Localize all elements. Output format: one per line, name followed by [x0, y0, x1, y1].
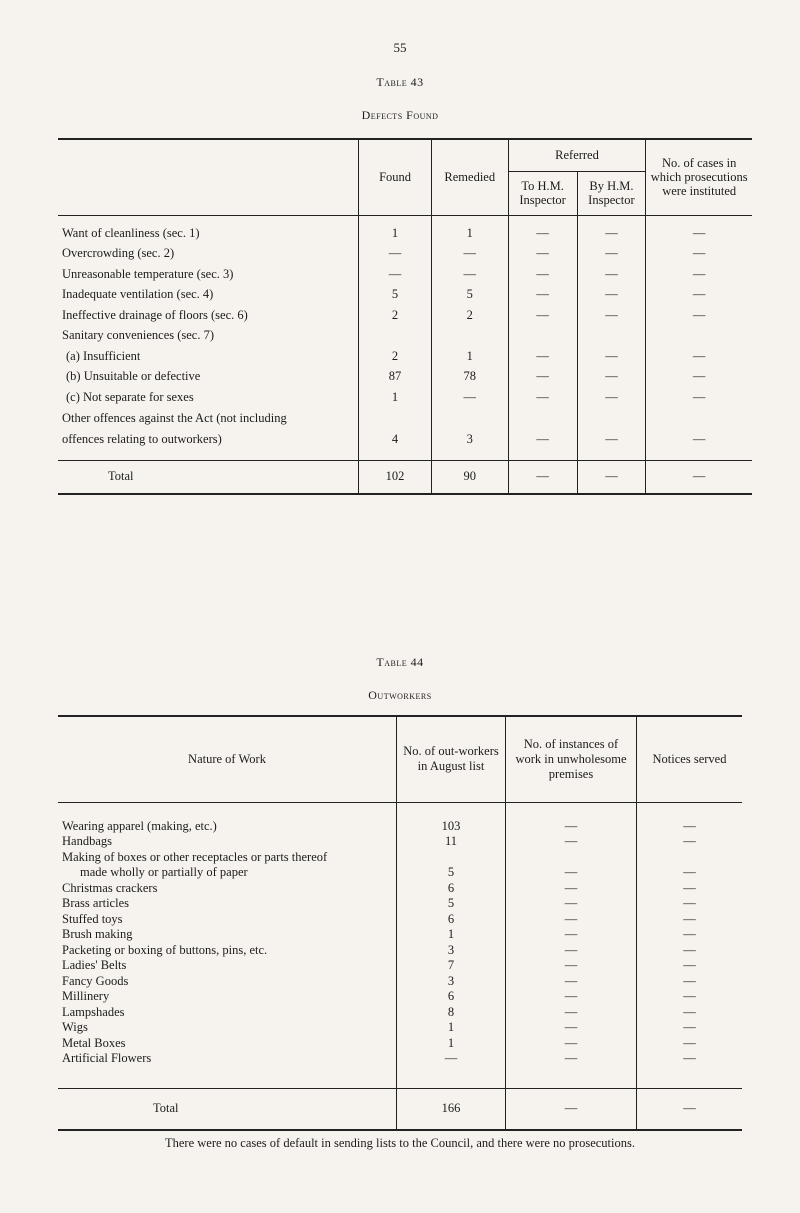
row-label: Lampshades	[62, 1004, 125, 1019]
table-row	[58, 387, 752, 408]
table-row	[58, 1004, 742, 1020]
table-row	[58, 285, 752, 306]
cell-inst: —	[506, 818, 637, 834]
cell-remedied: —	[431, 387, 508, 408]
table44-title: Table 44	[376, 655, 424, 669]
row-label: Inadequate ventilation (sec. 4)	[62, 287, 214, 302]
table-row	[58, 326, 752, 347]
cell-to_hm: —	[508, 223, 577, 244]
total-row	[58, 460, 752, 494]
cell-notices: —	[637, 973, 743, 989]
cell-found: 1	[359, 387, 432, 408]
outworkers-table	[58, 715, 742, 1131]
cell-found: 5	[359, 285, 432, 306]
cell-notices: —	[637, 1020, 743, 1036]
defects-table	[58, 138, 752, 495]
cell-by_hm: —	[577, 367, 646, 388]
cell-notices: —	[637, 989, 743, 1005]
cell-to_hm: —	[508, 305, 577, 326]
cell-num: 3	[397, 942, 506, 958]
table44-subtitle: Outworkers	[368, 688, 432, 702]
cell-found: 87	[359, 367, 432, 388]
cell-notices: —	[637, 834, 743, 850]
row-label: Fancy Goods	[62, 973, 129, 988]
cell-remedied	[431, 326, 508, 347]
cell-found: 2	[359, 305, 432, 326]
table-row	[58, 958, 742, 974]
cell-to_hm: —	[508, 346, 577, 367]
row-label: Stuffed toys	[62, 911, 123, 926]
cell-num: 8	[397, 1004, 506, 1020]
row-label: Packeting or boxing of buttons, pins, etc.	[62, 942, 268, 957]
cell-pros: —	[646, 305, 752, 326]
table-row	[58, 989, 742, 1005]
cell-remedied: 78	[431, 367, 508, 388]
cell-by_hm: —	[577, 430, 646, 451]
cell-pros: —	[646, 285, 752, 306]
cell-inst: —	[506, 1020, 637, 1036]
cell-notices: —	[637, 865, 743, 881]
cell-found: 1	[359, 223, 432, 244]
by-hm-header: By H.M. Inspector	[577, 171, 646, 215]
table-row	[58, 818, 742, 834]
instances-header: No. of instances of work in unwholesome premises	[506, 716, 637, 802]
cell-inst: —	[506, 989, 637, 1005]
cell-num: —	[397, 1051, 506, 1067]
total-inst: —	[506, 1088, 637, 1130]
cell-remedied	[431, 408, 508, 430]
cell-to_hm: —	[508, 387, 577, 408]
cell-pros: —	[646, 367, 752, 388]
cell-notices: —	[637, 927, 743, 943]
cell-notices: —	[637, 1051, 743, 1067]
table-row	[58, 367, 752, 388]
cell-pros: —	[646, 244, 752, 265]
row-label: Brush making	[62, 927, 133, 942]
total-pros: —	[646, 460, 752, 494]
cell-pros: —	[646, 264, 752, 285]
cell-num: 5	[397, 896, 506, 912]
cell-num: 1	[397, 1035, 506, 1051]
nature-header: Nature of Work	[188, 751, 266, 766]
row-label: Metal Boxes	[62, 1035, 126, 1050]
cell-remedied: 1	[431, 223, 508, 244]
table-row	[58, 942, 742, 958]
cell-to_hm: —	[508, 264, 577, 285]
row-label: (c) Not separate for sexes	[66, 389, 194, 404]
cell-inst: —	[506, 958, 637, 974]
row-label: Wigs	[62, 1020, 88, 1035]
row-label: (b) Unsuitable or defective	[66, 369, 201, 384]
cell-to_hm: —	[508, 430, 577, 451]
row-label: Unreasonable temperature (sec. 3)	[62, 266, 234, 281]
cell-num: 6	[397, 911, 506, 927]
cell-by_hm: —	[577, 387, 646, 408]
row-label: Ineffective drainage of floors (sec. 6)	[62, 307, 248, 322]
cell-pros: —	[646, 346, 752, 367]
row-label: Sanitary conveniences (sec. 7)	[62, 328, 215, 343]
cell-by_hm: —	[577, 244, 646, 265]
table43-subtitle: Defects Found	[361, 108, 439, 122]
cell-pros: —	[646, 223, 752, 244]
cell-inst	[506, 849, 637, 865]
total-notices: —	[637, 1088, 743, 1130]
row-label: Making of boxes or other receptacles or parts thereof	[62, 849, 328, 864]
table-row	[58, 896, 742, 912]
cell-inst: —	[506, 834, 637, 850]
cell-to_hm: —	[508, 285, 577, 306]
referred-header: Referred	[508, 139, 646, 171]
row-label: Millinery	[62, 989, 110, 1004]
cell-remedied: 1	[431, 346, 508, 367]
total-num: 166	[397, 1088, 506, 1130]
cell-by_hm: —	[577, 264, 646, 285]
total-remedied: 90	[431, 460, 508, 494]
cell-inst: —	[506, 927, 637, 943]
table43-title: Table 43	[376, 75, 424, 89]
table-row	[58, 927, 742, 943]
cell-notices: —	[637, 942, 743, 958]
table-row	[58, 305, 752, 326]
row-label: Overcrowding (sec. 2)	[62, 246, 175, 261]
cell-pros	[646, 326, 752, 347]
label-header	[58, 139, 359, 215]
cell-num: 6	[397, 880, 506, 896]
cell-by_hm: —	[577, 346, 646, 367]
cell-by_hm	[577, 408, 646, 430]
cell-inst: —	[506, 973, 637, 989]
cell-notices: —	[637, 1004, 743, 1020]
table-row	[58, 1035, 742, 1051]
cell-num	[397, 849, 506, 865]
cell-found: —	[359, 264, 432, 285]
cell-notices: —	[637, 880, 743, 896]
table-row	[58, 849, 742, 865]
page-number: 55	[393, 40, 407, 55]
cell-num: 1	[397, 927, 506, 943]
total-label: Total	[153, 1101, 179, 1116]
cell-by_hm: —	[577, 285, 646, 306]
row-label: Artificial Flowers	[62, 1051, 152, 1066]
table-row	[58, 834, 742, 850]
table-row	[58, 244, 752, 265]
remedied-header: Remedied	[431, 139, 508, 215]
cell-remedied: 2	[431, 305, 508, 326]
row-label: Brass articles	[62, 896, 129, 911]
cell-notices: —	[637, 958, 743, 974]
cell-to_hm	[508, 326, 577, 347]
footnote: There were no cases of default in sending lists to the Council, and there were no prosecutions.	[164, 1136, 635, 1150]
total-label: Total	[108, 469, 134, 484]
cell-inst: —	[506, 911, 637, 927]
cell-inst: —	[506, 1035, 637, 1051]
cell-inst: —	[506, 896, 637, 912]
table-row	[58, 911, 742, 927]
cell-to_hm: —	[508, 244, 577, 265]
found-header: Found	[359, 139, 432, 215]
cell-inst: —	[506, 880, 637, 896]
cell-num: 5	[397, 865, 506, 881]
cell-num: 1	[397, 1020, 506, 1036]
table-row	[58, 346, 752, 367]
cell-inst: —	[506, 1051, 637, 1067]
cell-by_hm	[577, 326, 646, 347]
row-label: Wearing apparel (making, etc.)	[62, 818, 217, 833]
prosecutions-header: No. of cases in which prosecutions were instituted	[646, 139, 752, 215]
cell-remedied: 5	[431, 285, 508, 306]
row-label: Ladies' Belts	[62, 958, 127, 973]
to-hm-header: To H.M. Inspector	[508, 171, 577, 215]
table-row	[58, 408, 752, 430]
cell-by_hm: —	[577, 305, 646, 326]
cell-inst: —	[506, 1004, 637, 1020]
cell-num: 6	[397, 989, 506, 1005]
table-row	[58, 1020, 742, 1036]
cell-num: 7	[397, 958, 506, 974]
cell-remedied: 3	[431, 430, 508, 451]
cell-remedied: —	[431, 244, 508, 265]
notices-header: Notices served	[637, 716, 743, 802]
table-row	[58, 264, 752, 285]
cell-inst: —	[506, 865, 637, 881]
cell-to_hm	[508, 408, 577, 430]
row-label: Handbags	[62, 834, 112, 849]
cell-to_hm: —	[508, 367, 577, 388]
table-row	[58, 880, 742, 896]
cell-num: 11	[397, 834, 506, 850]
row-label: Other offences against the Act (not including	[62, 411, 287, 425]
table-row	[58, 973, 742, 989]
cell-num: 3	[397, 973, 506, 989]
row-label: offences relating to outworkers)	[62, 432, 222, 447]
cell-pros: —	[646, 430, 752, 451]
total-to_hm: —	[508, 460, 577, 494]
cell-found	[359, 408, 432, 430]
cell-notices	[637, 849, 743, 865]
row-label: Christmas crackers	[62, 880, 158, 895]
cell-pros: —	[646, 387, 752, 408]
total-found: 102	[359, 460, 432, 494]
total-by_hm: —	[577, 460, 646, 494]
row-label: (a) Insufficient	[66, 348, 141, 363]
cell-by_hm: —	[577, 223, 646, 244]
cell-notices: —	[637, 1035, 743, 1051]
cell-found: —	[359, 244, 432, 265]
cell-notices: —	[637, 896, 743, 912]
table-row	[58, 430, 752, 451]
cell-num: 103	[397, 818, 506, 834]
cell-inst: —	[506, 942, 637, 958]
table-row	[58, 865, 742, 881]
total-row	[58, 1088, 742, 1130]
num-header: No. of out-workers in August list	[397, 716, 506, 802]
cell-notices: —	[637, 818, 743, 834]
cell-found	[359, 326, 432, 347]
cell-remedied: —	[431, 264, 508, 285]
table-row	[58, 1051, 742, 1067]
cell-notices: —	[637, 911, 743, 927]
row-label: made wholly or partially of paper	[80, 865, 248, 880]
table-row	[58, 223, 752, 244]
cell-found: 2	[359, 346, 432, 367]
row-label: Want of cleanliness (sec. 1)	[62, 225, 200, 240]
cell-found: 4	[359, 430, 432, 451]
cell-pros	[646, 408, 752, 430]
